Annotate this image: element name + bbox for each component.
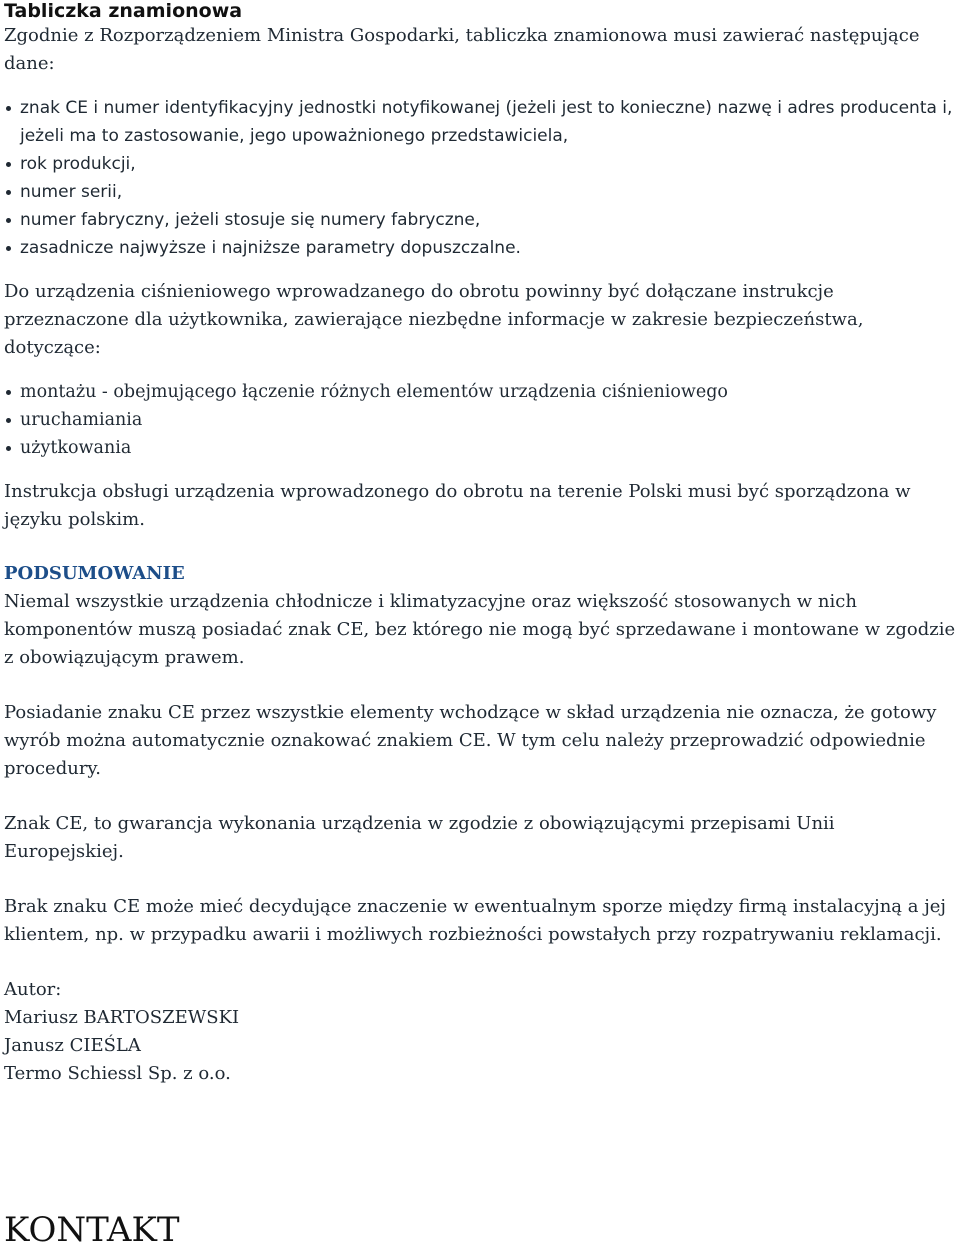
author-name-2: Janusz CIEŚLA <box>4 1035 141 1056</box>
list-item: numer fabryczny, jeżeli stosuje się numery fabryczne, <box>20 206 956 234</box>
summary-paragraph-4: Brak znaku CE może mieć decydujące znaczenie w ewentualnym sporze między firmą instalacyjną a jej klientem, np. w przypadku awarii i możliwych rozbieżności powstałych przy rozpatrywaniu reklamacji. <box>4 896 947 945</box>
summary-heading: PODSUMOWANIE <box>4 563 185 584</box>
list-item: zasadnicze najwyższe i najniższe parametry dopuszczalne. <box>20 234 956 262</box>
nameplate-intro: Zgodnie z Rozporządzeniem Ministra Gospodarki, tabliczka znamionowa musi zawierać następujące dane: <box>4 25 920 74</box>
author-company: Termo Schiessl Sp. z o.o. <box>4 1063 231 1084</box>
instructions-list <box>4 378 956 462</box>
list-item: uruchamiania <box>20 406 956 434</box>
instructions-intro: Do urządzenia ciśnieniowego wprowadzanego do obrotu powinny być dołączane instrukcje przeznaczone dla użytkownika, zawierające niezbędne informacje w zakresie bezpieczeństwa, dotyczące: <box>4 281 864 358</box>
list-item: użytkowania <box>20 434 956 462</box>
author-name-1: Mariusz BARTOSZEWSKI <box>4 1007 240 1028</box>
contact-heading: KONTAKT <box>4 1210 180 1250</box>
nameplate-list <box>4 94 956 262</box>
list-item: znak CE i numer identyfikacyjny jednostki notyfikowanej (jeżeli jest to konieczne) nazwę i adres producenta i, jeżeli ma to zastosowanie, jego upoważnionego przedstawiciela, <box>20 94 956 150</box>
summary-paragraph-2: Posiadanie znaku CE przez wszystkie elementy wchodzące w skład urządzenia nie oznacza, że gotowy wyrób można automatycznie oznakować znakiem CE. W tym celu należy przeprowadzić odpowiednie procedury. <box>4 702 937 779</box>
language-note: Instrukcja obsługi urządzenia wprowadzonego do obrotu na terenie Polski musi być sporządzona w języku polskim. <box>4 481 911 530</box>
summary-paragraph-1: Niemal wszystkie urządzenia chłodnicze i klimatyzacyjne oraz większość stosowanych w nich komponentów muszą posiadać znak CE, bez którego nie mogą być sprzedawane i montowane w zgodzie z obowiązującym prawem. <box>4 591 956 668</box>
list-item: numer serii, <box>20 178 956 206</box>
author-label: Autor: <box>4 979 62 1000</box>
list-item: rok produkcji, <box>20 150 956 178</box>
list-item: montażu - obejmującego łączenie różnych elementów urządzenia ciśnieniowego <box>20 378 956 406</box>
nameplate-title: Tabliczka znamionowa <box>4 0 243 22</box>
summary-paragraph-3: Znak CE, to gwarancja wykonania urządzenia w zgodzie z obowiązującymi przepisami Unii Europejskiej. <box>4 813 835 862</box>
